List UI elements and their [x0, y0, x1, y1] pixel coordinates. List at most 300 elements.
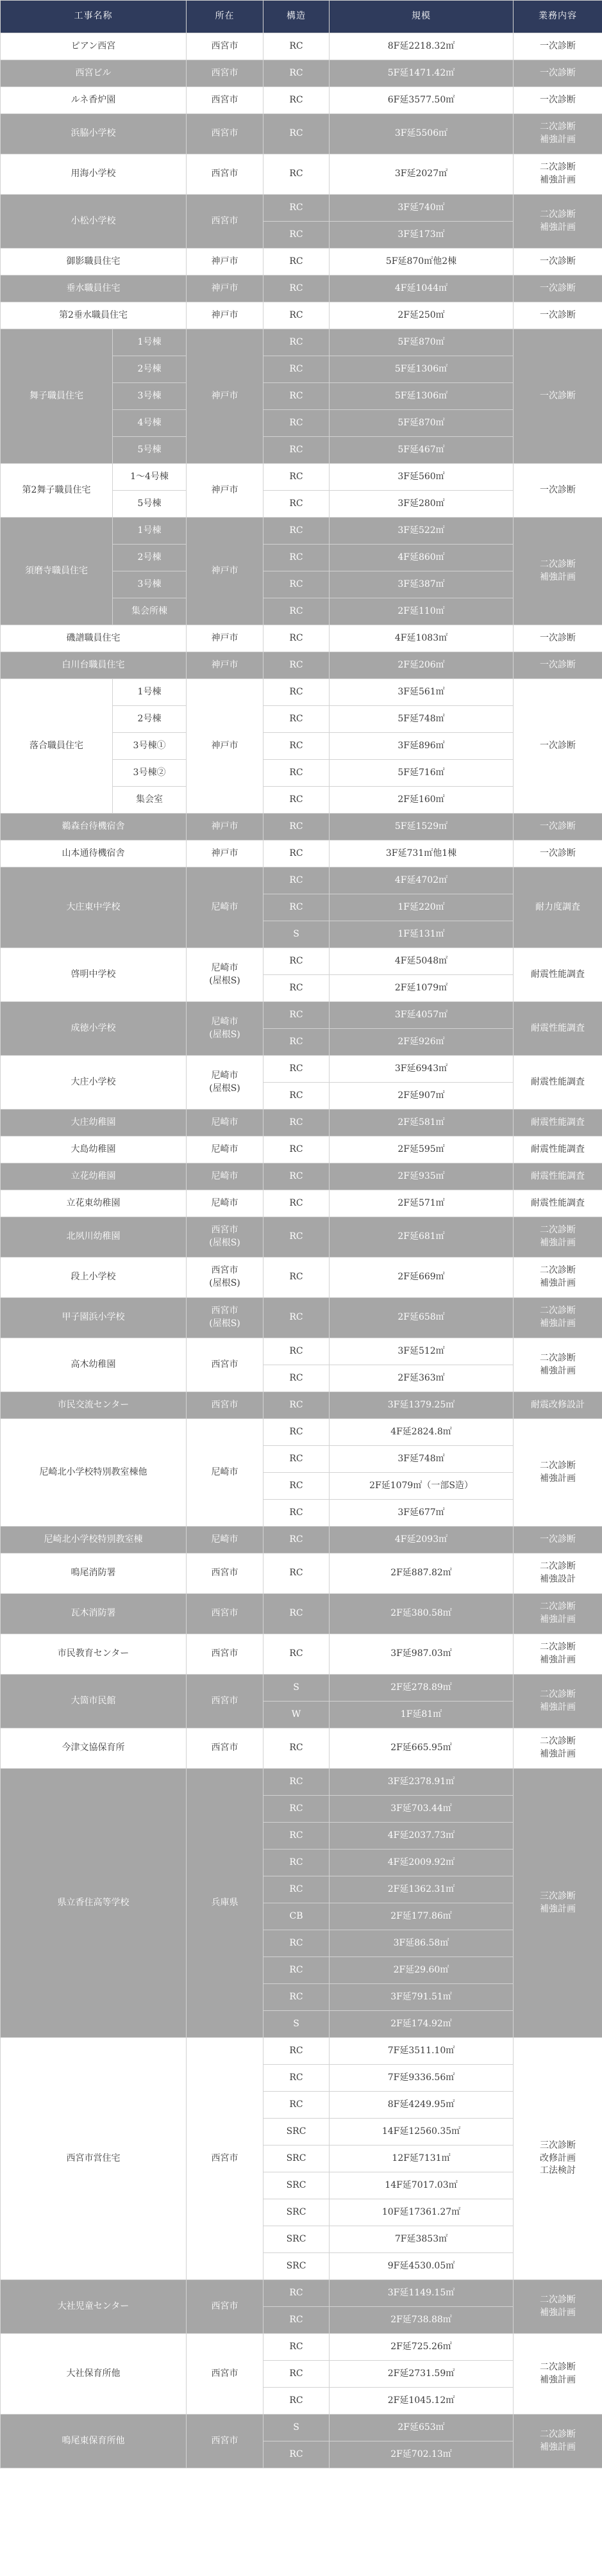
- location-cell: 神戸市: [187, 464, 263, 518]
- location-cell: 尼崎市 (屋根S): [187, 1056, 263, 1110]
- location-cell: 西宮市: [187, 114, 263, 154]
- structure-cell: RC: [263, 2334, 330, 2361]
- table-row: [1, 867, 602, 894]
- location-cell: 尼崎市: [187, 867, 263, 948]
- structure-cell: RC: [263, 1163, 330, 1190]
- building-label-cell: 4号棟: [113, 410, 187, 437]
- scale-cell: 2F延174.92㎡: [330, 2011, 514, 2038]
- scale-cell: 2F延2731.59㎡: [330, 2361, 514, 2388]
- structure-cell: RC: [263, 1338, 330, 1365]
- structure-cell: RC: [263, 894, 330, 921]
- structure-cell: RC: [263, 1984, 330, 2011]
- scale-cell: 3F延731㎡他1棟: [330, 841, 514, 867]
- location-cell: 西宮市 (屋根S): [187, 1258, 263, 1298]
- scale-cell: 3F延560㎡: [330, 464, 514, 491]
- table-row: [1, 679, 602, 706]
- table-row: [1, 1527, 602, 1554]
- scale-cell: 2F延653㎡: [330, 2415, 514, 2441]
- location-cell: 尼崎市: [187, 1527, 263, 1554]
- scale-cell: 2F延935㎡: [330, 1163, 514, 1190]
- business-cell: 二次診断 補強計画: [514, 114, 602, 154]
- structure-cell: RC: [263, 625, 330, 652]
- scale-cell: 5F延870㎡: [330, 410, 514, 437]
- table-row: [1, 87, 602, 114]
- business-cell: 二次診断 補強計画: [514, 1217, 602, 1258]
- location-cell: 西宮市: [187, 1728, 263, 1769]
- structure-cell: RC: [263, 1136, 330, 1163]
- scale-cell: 5F延1306㎡: [330, 383, 514, 410]
- structure-cell: RC: [263, 1876, 330, 1903]
- structure-cell: RC: [263, 706, 330, 733]
- building-label-cell: 3号棟: [113, 571, 187, 598]
- project-name-cell: 今津文協保育所: [1, 1728, 187, 1769]
- table-row: [1, 625, 602, 652]
- project-name-cell: 御影職員住宅: [1, 249, 187, 275]
- scale-cell: 8F延2218.32㎡: [330, 33, 514, 60]
- scale-cell: 5F延1529㎡: [330, 814, 514, 841]
- header-cell-location: 所在: [187, 1, 263, 33]
- business-cell: 一次診断: [514, 679, 602, 814]
- location-cell: 西宮市: [187, 2038, 263, 2280]
- structure-cell: RC: [263, 841, 330, 867]
- building-label-cell: 1号棟: [113, 329, 187, 356]
- structure-cell: RC: [263, 1769, 330, 1796]
- project-name-cell: 大箇市民館: [1, 1675, 187, 1728]
- table-row: [1, 1594, 602, 1634]
- structure-cell: RC: [263, 571, 330, 598]
- structure-cell: RC: [263, 1002, 330, 1029]
- project-name-cell: 須磨寺職員住宅: [1, 518, 113, 625]
- location-cell: 西宮市: [187, 2415, 263, 2468]
- project-name-cell: 段上小学校: [1, 1258, 187, 1298]
- location-cell: 西宮市: [187, 2334, 263, 2415]
- project-name-cell: ルネ香炉園: [1, 87, 187, 114]
- scale-cell: 1F延131㎡: [330, 921, 514, 948]
- structure-cell: SRC: [263, 2199, 330, 2226]
- business-cell: 一次診断: [514, 652, 602, 679]
- structure-cell: RC: [263, 652, 330, 679]
- business-cell: 一次診断: [514, 249, 602, 275]
- structure-cell: RC: [263, 275, 330, 302]
- scale-cell: 3F延703.44㎡: [330, 1796, 514, 1823]
- structure-cell: RC: [263, 2388, 330, 2415]
- project-name-cell: 鵜森台待機宿舎: [1, 814, 187, 841]
- scale-cell: 2F延926㎡: [330, 1029, 514, 1056]
- business-cell: 二次診断 補強計画: [514, 1594, 602, 1634]
- project-name-cell: 第2舞子職員住宅: [1, 464, 113, 518]
- scale-cell: 2F延278.89㎡: [330, 1675, 514, 1702]
- scale-cell: 2F延1079㎡（一部S造）: [330, 1473, 514, 1500]
- location-cell: 西宮市: [187, 1554, 263, 1594]
- scale-cell: 5F延870㎡他2棟: [330, 249, 514, 275]
- structure-cell: RC: [263, 464, 330, 491]
- building-label-cell: 1号棟: [113, 518, 187, 545]
- structure-cell: RC: [263, 2361, 330, 2388]
- business-cell: 耐震性能調査: [514, 1190, 602, 1217]
- business-cell: 二次診断 補強計画: [514, 1634, 602, 1675]
- location-cell: 神戸市: [187, 329, 263, 464]
- scale-cell: 4F延5048㎡: [330, 948, 514, 975]
- business-cell: 一次診断: [514, 464, 602, 518]
- table-row: [1, 1728, 602, 1769]
- project-name-cell: 浜脇小学校: [1, 114, 187, 154]
- structure-cell: RC: [263, 1258, 330, 1298]
- business-cell: 耐力度調査: [514, 867, 602, 948]
- scale-cell: 2F延595㎡: [330, 1136, 514, 1163]
- business-cell: 一次診断: [514, 87, 602, 114]
- table-row: [1, 275, 602, 302]
- building-label-cell: 集会所棟: [113, 598, 187, 625]
- project-name-cell: 大社児童センター: [1, 2280, 187, 2334]
- structure-cell: RC: [263, 1500, 330, 1527]
- location-cell: 神戸市: [187, 518, 263, 625]
- location-cell: 西宮市: [187, 2280, 263, 2334]
- structure-cell: RC: [263, 249, 330, 275]
- location-cell: 神戸市: [187, 652, 263, 679]
- table-row: [1, 1136, 602, 1163]
- structure-cell: RC: [263, 787, 330, 814]
- business-cell: 二次診断 補強設計: [514, 1554, 602, 1594]
- business-cell: 二次診断 補強計画: [514, 1419, 602, 1527]
- project-name-cell: 用海小学校: [1, 154, 187, 195]
- project-name-cell: 甲子園浜小学校: [1, 1298, 187, 1338]
- table-row: [1, 114, 602, 154]
- structure-cell: S: [263, 2011, 330, 2038]
- scale-cell: 3F延387㎡: [330, 571, 514, 598]
- structure-cell: RC: [263, 1110, 330, 1136]
- table-row: [1, 1190, 602, 1217]
- scale-cell: 3F延561㎡: [330, 679, 514, 706]
- structure-cell: RC: [263, 679, 330, 706]
- structure-cell: RC: [263, 491, 330, 518]
- project-name-cell: 高木幼稚園: [1, 1338, 187, 1392]
- structure-cell: RC: [263, 1217, 330, 1258]
- building-label-cell: 3号棟②: [113, 760, 187, 787]
- scale-cell: 7F延9336.56㎡: [330, 2065, 514, 2092]
- table-row: [1, 1056, 602, 1083]
- location-cell: 西宮市: [187, 87, 263, 114]
- business-cell: 二次診断 補強計画: [514, 2280, 602, 2334]
- location-cell: 尼崎市 (屋根S): [187, 1002, 263, 1056]
- location-cell: 西宮市: [187, 1634, 263, 1675]
- business-cell: 一次診断: [514, 329, 602, 464]
- business-cell: 耐震性能調査: [514, 1163, 602, 1190]
- project-name-cell: 舞子職員住宅: [1, 329, 113, 464]
- project-name-cell: 小松小学校: [1, 195, 187, 249]
- structure-cell: RC: [263, 2065, 330, 2092]
- structure-cell: RC: [263, 410, 330, 437]
- table-row: [1, 329, 602, 356]
- project-name-cell: 立花東幼稚園: [1, 1190, 187, 1217]
- building-label-cell: 3号棟: [113, 383, 187, 410]
- table-row: [1, 2280, 602, 2307]
- table-row: [1, 2415, 602, 2441]
- structure-cell: S: [263, 2415, 330, 2441]
- scale-cell: 2F延581㎡: [330, 1110, 514, 1136]
- structure-cell: RC: [263, 1634, 330, 1675]
- scale-cell: 2F延177.86㎡: [330, 1903, 514, 1930]
- building-label-cell: 2号棟: [113, 706, 187, 733]
- project-name-cell: 西宮ビル: [1, 60, 187, 87]
- structure-cell: RC: [263, 545, 330, 571]
- scale-cell: 8F延4249.95㎡: [330, 2092, 514, 2119]
- structure-cell: RC: [263, 356, 330, 383]
- structure-cell: RC: [263, 1446, 330, 1473]
- project-name-cell: 落合職員住宅: [1, 679, 113, 814]
- scale-cell: 12F延7131㎡: [330, 2145, 514, 2172]
- building-label-cell: 1～4号棟: [113, 464, 187, 491]
- location-cell: 尼崎市 (屋根S): [187, 948, 263, 1002]
- project-name-cell: 県立香住高等学校: [1, 1769, 187, 2038]
- structure-cell: SRC: [263, 2226, 330, 2253]
- business-cell: 一次診断: [514, 625, 602, 652]
- table-row: [1, 814, 602, 841]
- structure-cell: RC: [263, 302, 330, 329]
- structure-cell: RC: [263, 518, 330, 545]
- scale-cell: 3F延2027㎡: [330, 154, 514, 195]
- structure-cell: RC: [263, 760, 330, 787]
- location-cell: 西宮市: [187, 195, 263, 249]
- table-header: [1, 1, 602, 33]
- location-cell: 神戸市: [187, 275, 263, 302]
- project-name-cell: 鳴尾消防署: [1, 1554, 187, 1594]
- business-cell: 二次診断 補強計画: [514, 518, 602, 625]
- business-cell: 一次診断: [514, 275, 602, 302]
- building-label-cell: 5号棟: [113, 491, 187, 518]
- table-row: [1, 1217, 602, 1258]
- business-cell: 二次診断 補強計画: [514, 1728, 602, 1769]
- business-cell: 二次診断 補強計画: [514, 195, 602, 249]
- structure-cell: RC: [263, 114, 330, 154]
- scale-cell: 2F延725.26㎡: [330, 2334, 514, 2361]
- scale-cell: 2F延669㎡: [330, 1258, 514, 1298]
- building-label-cell: 集会室: [113, 787, 187, 814]
- table-body: [1, 33, 602, 2468]
- structure-cell: RC: [263, 1554, 330, 1594]
- structure-cell: RC: [263, 1365, 330, 1392]
- scale-cell: 2F延206㎡: [330, 652, 514, 679]
- project-name-cell: 磯譜職員住宅: [1, 625, 187, 652]
- project-name-cell: 西宮市営住宅: [1, 2038, 187, 2280]
- scale-cell: 2F延363㎡: [330, 1365, 514, 1392]
- structure-cell: RC: [263, 33, 330, 60]
- scale-cell: 3F延1379.25㎡: [330, 1392, 514, 1419]
- business-cell: 二次診断 補強計画: [514, 1258, 602, 1298]
- scale-cell: 3F延280㎡: [330, 491, 514, 518]
- table-row: [1, 1769, 602, 1796]
- table-row: [1, 948, 602, 975]
- table-row: [1, 154, 602, 195]
- scale-cell: 2F延665.95㎡: [330, 1728, 514, 1769]
- structure-cell: RC: [263, 1823, 330, 1850]
- business-cell: 耐震改修設計: [514, 1392, 602, 1419]
- structure-cell: RC: [263, 222, 330, 249]
- scale-cell: 4F延1083㎡: [330, 625, 514, 652]
- table-row: [1, 1338, 602, 1365]
- location-cell: 尼崎市: [187, 1110, 263, 1136]
- location-cell: 神戸市: [187, 249, 263, 275]
- location-cell: 尼崎市: [187, 1163, 263, 1190]
- scale-cell: 4F延1044㎡: [330, 275, 514, 302]
- scale-cell: 2F延658㎡: [330, 1298, 514, 1338]
- scale-cell: 5F延1471.42㎡: [330, 60, 514, 87]
- business-cell: 二次診断 補強計画: [514, 2334, 602, 2415]
- structure-cell: RC: [263, 2307, 330, 2334]
- scale-cell: 2F延907㎡: [330, 1083, 514, 1110]
- structure-cell: RC: [263, 733, 330, 760]
- structure-cell: RC: [263, 1930, 330, 1957]
- location-cell: 西宮市: [187, 1675, 263, 1728]
- business-cell: 一次診断: [514, 1527, 602, 1554]
- scale-cell: 3F延1149.15㎡: [330, 2280, 514, 2307]
- structure-cell: RC: [263, 2441, 330, 2468]
- scale-cell: 2F延380.58㎡: [330, 1594, 514, 1634]
- scale-cell: 3F延896㎡: [330, 733, 514, 760]
- structure-cell: RC: [263, 814, 330, 841]
- scale-cell: 2F延738.88㎡: [330, 2307, 514, 2334]
- scale-cell: 4F延2824.8㎡: [330, 1419, 514, 1446]
- header-cell-scale: 規模: [330, 1, 514, 33]
- scale-cell: 5F延870㎡: [330, 329, 514, 356]
- business-cell: 二次診断 補強計画: [514, 1675, 602, 1728]
- table-row: [1, 33, 602, 60]
- business-cell: 耐震性能調査: [514, 1056, 602, 1110]
- scale-cell: 4F延4702㎡: [330, 867, 514, 894]
- scale-cell: 4F延2009.92㎡: [330, 1850, 514, 1876]
- business-cell: 三次診断 補強計画: [514, 1769, 602, 2038]
- scale-cell: 3F延5506㎡: [330, 114, 514, 154]
- project-name-cell: 大庄東中学校: [1, 867, 187, 948]
- building-label-cell: 2号棟: [113, 545, 187, 571]
- structure-cell: RC: [263, 1392, 330, 1419]
- project-name-cell: 市民教育センター: [1, 1634, 187, 1675]
- project-name-cell: ピアン西宮: [1, 33, 187, 60]
- scale-cell: 2F延887.82㎡: [330, 1554, 514, 1594]
- location-cell: 西宮市: [187, 1338, 263, 1392]
- business-cell: 一次診断: [514, 841, 602, 867]
- scale-cell: 1F延220㎡: [330, 894, 514, 921]
- location-cell: 西宮市: [187, 1392, 263, 1419]
- table-row: [1, 841, 602, 867]
- structure-cell: SRC: [263, 2119, 330, 2145]
- scale-cell: 7F延3511.10㎡: [330, 2038, 514, 2065]
- structure-cell: SRC: [263, 2253, 330, 2280]
- business-cell: 二次診断 補強計画: [514, 154, 602, 195]
- location-cell: 西宮市: [187, 60, 263, 87]
- structure-cell: RC: [263, 2038, 330, 2065]
- scale-cell: 2F延160㎡: [330, 787, 514, 814]
- structure-cell: RC: [263, 1527, 330, 1554]
- business-cell: 一次診断: [514, 60, 602, 87]
- project-name-cell: 尼崎北小学校特別教室棟: [1, 1527, 187, 1554]
- location-cell: 兵庫県: [187, 1769, 263, 2038]
- table-row: [1, 1298, 602, 1338]
- table-row: [1, 1110, 602, 1136]
- structure-cell: RC: [263, 60, 330, 87]
- project-name-cell: 啓明中学校: [1, 948, 187, 1002]
- structure-cell: RC: [263, 383, 330, 410]
- header-cell-business: 業務内容: [514, 1, 602, 33]
- structure-cell: RC: [263, 2092, 330, 2119]
- project-name-cell: 瓦木消防署: [1, 1594, 187, 1634]
- structure-cell: S: [263, 921, 330, 948]
- table-row: [1, 1554, 602, 1594]
- table-row: [1, 60, 602, 87]
- structure-cell: RC: [263, 598, 330, 625]
- scale-cell: 10F延17361.27㎡: [330, 2199, 514, 2226]
- structure-cell: RC: [263, 948, 330, 975]
- scale-cell: 2F延1079㎡: [330, 975, 514, 1002]
- table-row: [1, 249, 602, 275]
- scale-cell: 3F延791.51㎡: [330, 1984, 514, 2011]
- location-cell: 西宮市 (屋根S): [187, 1217, 263, 1258]
- scale-cell: 3F延740㎡: [330, 195, 514, 222]
- scale-cell: 3F延6943㎡: [330, 1056, 514, 1083]
- project-name-cell: 市民交流センター: [1, 1392, 187, 1419]
- table-row: [1, 1002, 602, 1029]
- table-row: [1, 195, 602, 222]
- scale-cell: 3F延2378.91㎡: [330, 1769, 514, 1796]
- location-cell: 神戸市: [187, 625, 263, 652]
- scale-cell: 5F延716㎡: [330, 760, 514, 787]
- structure-cell: RC: [263, 154, 330, 195]
- structure-cell: RC: [263, 87, 330, 114]
- location-cell: 神戸市: [187, 679, 263, 814]
- table-row: [1, 518, 602, 545]
- header-cell-name: 工事名称: [1, 1, 187, 33]
- project-name-cell: 成徳小学校: [1, 1002, 187, 1056]
- structure-cell: S: [263, 1675, 330, 1702]
- scale-cell: 3F延512㎡: [330, 1338, 514, 1365]
- location-cell: 尼崎市: [187, 1419, 263, 1527]
- project-name-cell: 大庄幼稚園: [1, 1110, 187, 1136]
- business-cell: 二次診断 補強計画: [514, 1338, 602, 1392]
- table-row: [1, 2334, 602, 2361]
- scale-cell: 5F延1306㎡: [330, 356, 514, 383]
- scale-cell: 2F延571㎡: [330, 1190, 514, 1217]
- location-cell: 西宮市: [187, 1594, 263, 1634]
- structure-cell: RC: [263, 1957, 330, 1984]
- scale-cell: 3F延522㎡: [330, 518, 514, 545]
- project-name-cell: 第2垂水職員住宅: [1, 302, 187, 329]
- table-row: [1, 2038, 602, 2065]
- project-name-cell: 白川台職員住宅: [1, 652, 187, 679]
- business-cell: 一次診断: [514, 814, 602, 841]
- table-row: [1, 302, 602, 329]
- table-row: [1, 1675, 602, 1702]
- building-label-cell: 1号棟: [113, 679, 187, 706]
- scale-cell: 9F延4530.05㎡: [330, 2253, 514, 2280]
- scale-cell: 3F延86.58㎡: [330, 1930, 514, 1957]
- table-row: [1, 1634, 602, 1675]
- structure-cell: SRC: [263, 2145, 330, 2172]
- structure-cell: RC: [263, 1298, 330, 1338]
- scale-cell: 5F延748㎡: [330, 706, 514, 733]
- structure-cell: RC: [263, 195, 330, 222]
- location-cell: 神戸市: [187, 814, 263, 841]
- structure-cell: RC: [263, 437, 330, 464]
- structure-cell: SRC: [263, 2172, 330, 2199]
- table-row: [1, 1392, 602, 1419]
- scale-cell: 4F延860㎡: [330, 545, 514, 571]
- structure-cell: RC: [263, 867, 330, 894]
- building-label-cell: 2号棟: [113, 356, 187, 383]
- location-cell: 尼崎市: [187, 1136, 263, 1163]
- header-row: [1, 1, 602, 33]
- structure-cell: RC: [263, 1029, 330, 1056]
- project-name-cell: 大社保育所他: [1, 2334, 187, 2415]
- project-name-cell: 北夙川幼稚園: [1, 1217, 187, 1258]
